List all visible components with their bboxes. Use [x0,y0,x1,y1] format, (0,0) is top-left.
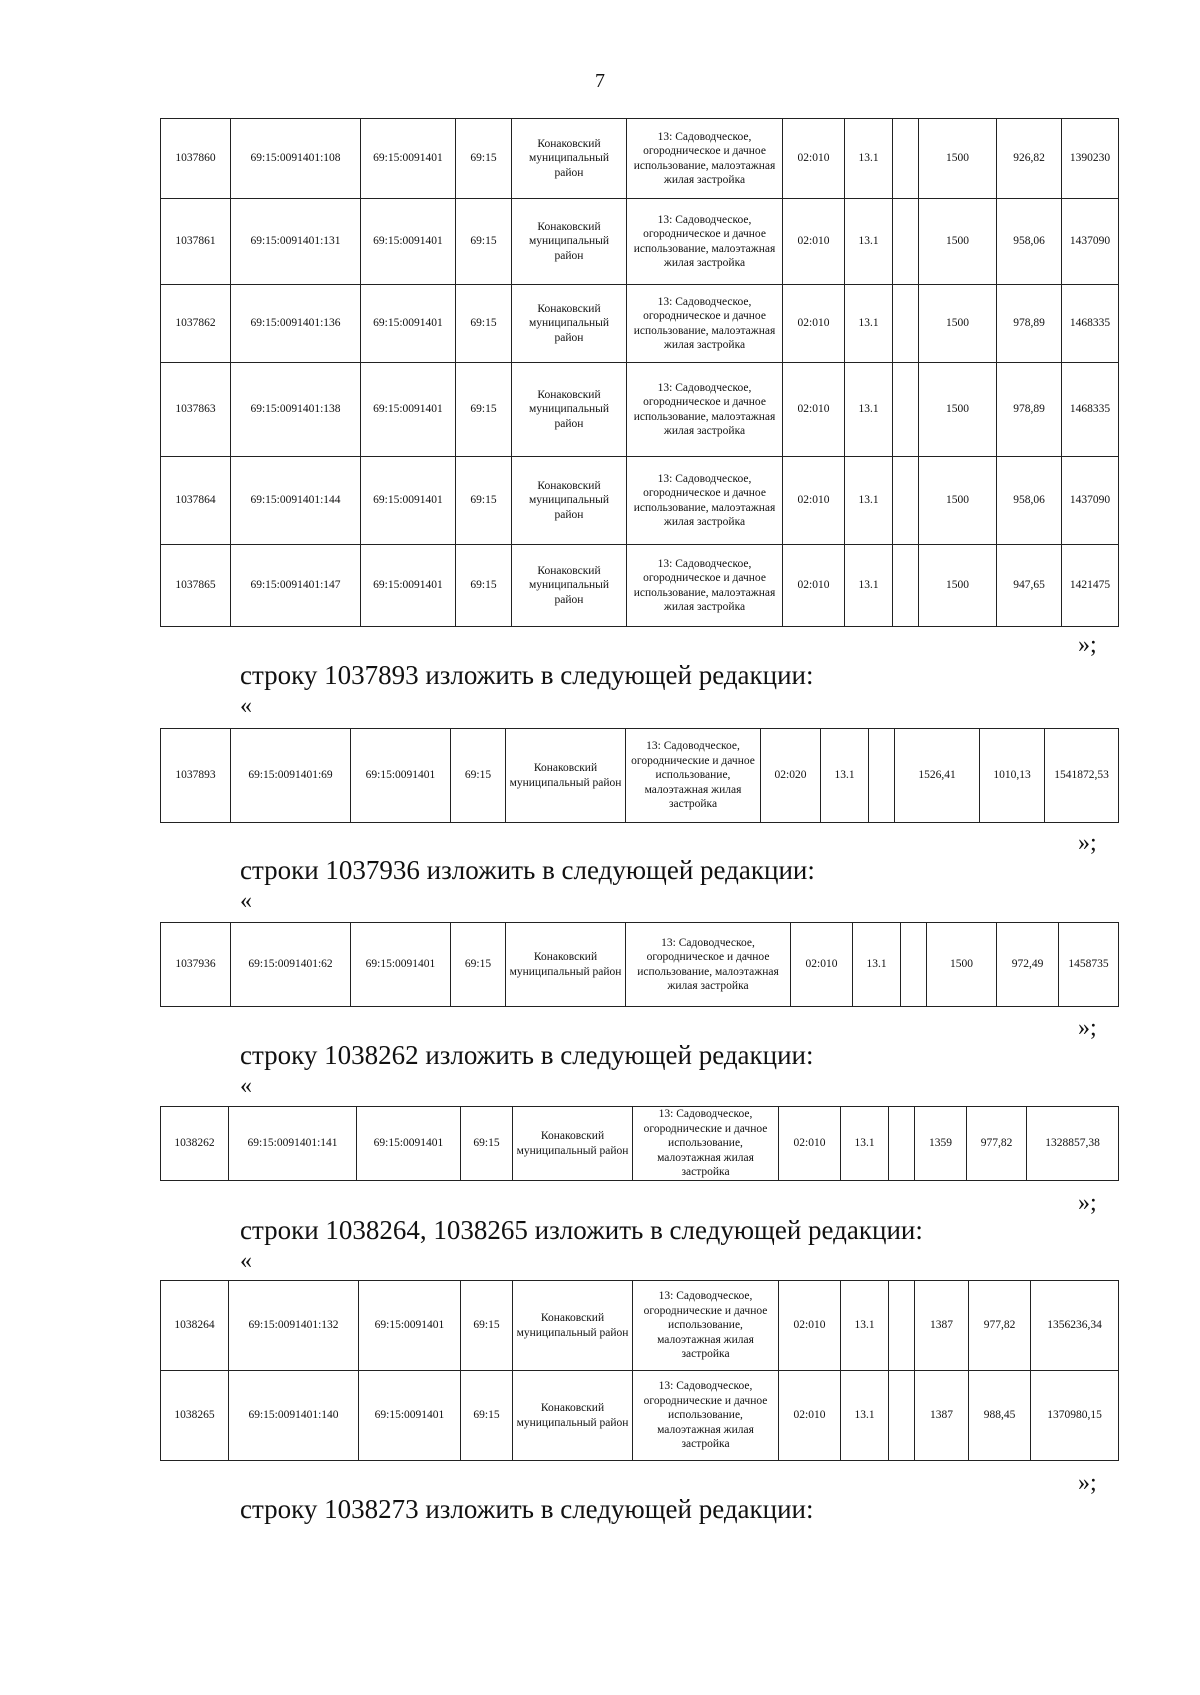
blank-cell [889,1371,915,1461]
group: 13.1 [845,457,893,545]
area: 1500 [919,119,997,199]
blank-cell [893,119,919,199]
district-code: 69:15 [461,1281,513,1371]
cadastral-block: 69:15:0091401 [351,729,451,823]
land-table-2 [160,728,1119,823]
opening-quote: « [240,1073,252,1099]
district-code: 69:15 [461,1371,513,1461]
rate: 1010,13 [980,729,1045,823]
land-use: 13: Садоводческое, огороднические и дачное использование, малоэтажная жилая застройка [633,1281,779,1371]
rate: 988,45 [969,1371,1031,1461]
cadastral-number: 69:15:0091401:136 [231,285,361,363]
section-heading: строки 1037936 изложить в следующей редакции: [240,855,815,885]
land-use: 13: Садоводческое, огороднические и дачное использование, малоэтажная жилая застройка [626,729,761,823]
blank-cell [889,1281,915,1371]
table-row [161,545,1119,627]
blank-cell [869,729,895,823]
cadastral-value: 1356236,34 [1031,1281,1119,1371]
cadastral-block: 69:15:0091401 [359,1281,461,1371]
municipality: Конаковский муниципальный район [506,729,626,823]
code: 02:010 [783,119,845,199]
rate: 958,06 [997,199,1062,285]
cadastral-value: 1468335 [1062,285,1119,363]
area: 1387 [915,1371,969,1461]
area: 1500 [927,923,997,1007]
area: 1359 [915,1107,967,1181]
table-row [161,285,1119,363]
cadastral-number: 69:15:0091401:147 [231,545,361,627]
cadastral-value: 1468335 [1062,363,1119,457]
row-id: 1038265 [161,1371,229,1461]
blank-cell [893,545,919,627]
land-use: 13: Садоводческое, огородническое и дачное использование, малоэтажная жилая застройка [627,457,783,545]
row-id: 1037865 [161,545,231,627]
code: 02:010 [783,199,845,285]
cadastral-number: 69:15:0091401:108 [231,119,361,199]
row-id: 1037863 [161,363,231,457]
municipality: Конаковский муниципальный район [512,285,627,363]
row-id: 1037860 [161,119,231,199]
cadastral-block: 69:15:0091401 [361,363,456,457]
section-heading: строку 1037893 изложить в следующей редакции: [240,660,814,690]
table-row [161,729,1119,823]
group: 13.1 [845,285,893,363]
code: 02:010 [783,363,845,457]
cadastral-value: 1437090 [1062,457,1119,545]
cadastral-block: 69:15:0091401 [361,457,456,545]
rate: 977,82 [967,1107,1027,1181]
land-table-3 [160,922,1119,1007]
group: 13.1 [841,1107,889,1181]
blank-cell [893,457,919,545]
group: 13.1 [845,199,893,285]
rate: 972,49 [997,923,1059,1007]
group: 13.1 [845,119,893,199]
code: 02:010 [791,923,853,1007]
code: 02:010 [779,1107,841,1181]
municipality: Конаковский муниципальный район [512,199,627,285]
land-use: 13: Садоводческое, огородническое и дачное использование, малоэтажная жилая застройка [626,923,791,1007]
code: 02:010 [779,1281,841,1371]
closing-quote: »; [1078,830,1097,856]
area: 1500 [919,363,997,457]
land-use: 13: Садоводческое, огородническое и дачное использование, малоэтажная жилая застройка [627,363,783,457]
municipality: Конаковский муниципальный район [512,545,627,627]
code: 02:020 [761,729,821,823]
table-row [161,923,1119,1007]
table-row [161,1107,1119,1181]
cadastral-value: 1458735 [1059,923,1119,1007]
opening-quote: « [240,888,252,914]
area: 1387 [915,1281,969,1371]
municipality: Конаковский муниципальный район [513,1107,633,1181]
cadastral-number: 69:15:0091401:144 [231,457,361,545]
group: 13.1 [821,729,869,823]
district-code: 69:15 [461,1107,513,1181]
rate: 978,89 [997,285,1062,363]
land-use: 13: Садоводческое, огороднические и дачное использование, малоэтажная жилая застройка [633,1107,779,1181]
code: 02:010 [783,545,845,627]
cadastral-value: 1390230 [1062,119,1119,199]
blank-cell [893,285,919,363]
row-id: 1037893 [161,729,231,823]
land-table-1 [160,118,1119,627]
district-code: 69:15 [456,119,512,199]
cadastral-block: 69:15:0091401 [361,285,456,363]
opening-quote: « [240,693,252,719]
blank-cell [893,363,919,457]
page-number: 7 [595,70,605,92]
land-use: 13: Садоводческое, огородническое и дачное использование, малоэтажная жилая застройка [627,119,783,199]
cadastral-block: 69:15:0091401 [359,1371,461,1461]
closing-quote: »; [1078,1470,1097,1496]
rate: 977,82 [969,1281,1031,1371]
area: 1500 [919,545,997,627]
municipality: Конаковский муниципальный район [512,119,627,199]
rate: 947,65 [997,545,1062,627]
closing-quote: »; [1078,632,1097,658]
cadastral-block: 69:15:0091401 [361,119,456,199]
cadastral-value: 1437090 [1062,199,1119,285]
land-use: 13: Садоводческое, огородническое и дачное использование, малоэтажная жилая застройка [627,199,783,285]
land-use: 13: Садоводческое, огороднические и дачное использование, малоэтажная жилая застройка [633,1371,779,1461]
blank-cell [889,1107,915,1181]
municipality: Конаковский муниципальный район [512,457,627,545]
cadastral-block: 69:15:0091401 [361,199,456,285]
cadastral-number: 69:15:0091401:62 [231,923,351,1007]
land-table-4 [160,1106,1119,1181]
opening-quote: « [240,1248,252,1274]
cadastral-value: 1370980,15 [1031,1371,1119,1461]
closing-quote: »; [1078,1015,1097,1041]
cadastral-number: 69:15:0091401:132 [229,1281,359,1371]
rate: 926,82 [997,119,1062,199]
district-code: 69:15 [451,923,506,1007]
district-code: 69:15 [456,199,512,285]
district-code: 69:15 [456,363,512,457]
code: 02:010 [779,1371,841,1461]
blank-cell [893,199,919,285]
row-id: 1037864 [161,457,231,545]
district-code: 69:15 [456,285,512,363]
rate: 978,89 [997,363,1062,457]
row-id: 1038262 [161,1107,229,1181]
cadastral-value: 1541872,53 [1045,729,1119,823]
table-row [161,119,1119,199]
cadastral-number: 69:15:0091401:141 [229,1107,357,1181]
section-heading: строку 1038262 изложить в следующей редакции: [240,1040,814,1070]
cadastral-block: 69:15:0091401 [351,923,451,1007]
municipality: Конаковский муниципальный район [513,1281,633,1371]
municipality: Конаковский муниципальный район [506,923,626,1007]
area: 1500 [919,199,997,285]
section-heading: строку 1038273 изложить в следующей редакции: [240,1494,814,1524]
code: 02:010 [783,285,845,363]
cadastral-number: 69:15:0091401:69 [231,729,351,823]
cadastral-block: 69:15:0091401 [357,1107,461,1181]
cadastral-number: 69:15:0091401:140 [229,1371,359,1461]
district-code: 69:15 [456,545,512,627]
group: 13.1 [853,923,901,1007]
section-heading: строки 1038264, 1038265 изложить в следующей редакции: [240,1215,923,1245]
rate: 958,06 [997,457,1062,545]
municipality: Конаковский муниципальный район [513,1371,633,1461]
group: 13.1 [845,363,893,457]
land-use: 13: Садоводческое, огородническое и дачное использование, малоэтажная жилая застройка [627,545,783,627]
district-code: 69:15 [456,457,512,545]
land-use: 13: Садоводческое, огородническое и дачное использование, малоэтажная жилая застройка [627,285,783,363]
group: 13.1 [845,545,893,627]
table-row [161,363,1119,457]
group: 13.1 [841,1281,889,1371]
district-code: 69:15 [451,729,506,823]
cadastral-value: 1421475 [1062,545,1119,627]
row-id: 1037861 [161,199,231,285]
cadastral-value: 1328857,38 [1027,1107,1119,1181]
table-row [161,457,1119,545]
row-id: 1037862 [161,285,231,363]
row-id: 1037936 [161,923,231,1007]
table-row [161,199,1119,285]
closing-quote: »; [1078,1190,1097,1216]
blank-cell [901,923,927,1007]
cadastral-number: 69:15:0091401:131 [231,199,361,285]
group: 13.1 [841,1371,889,1461]
area: 1500 [919,285,997,363]
area: 1500 [919,457,997,545]
cadastral-block: 69:15:0091401 [361,545,456,627]
code: 02:010 [783,457,845,545]
row-id: 1038264 [161,1281,229,1371]
area: 1526,41 [895,729,980,823]
table-row [161,1371,1119,1461]
table-row [161,1281,1119,1371]
municipality: Конаковский муниципальный район [512,363,627,457]
land-table-5 [160,1280,1119,1461]
cadastral-number: 69:15:0091401:138 [231,363,361,457]
